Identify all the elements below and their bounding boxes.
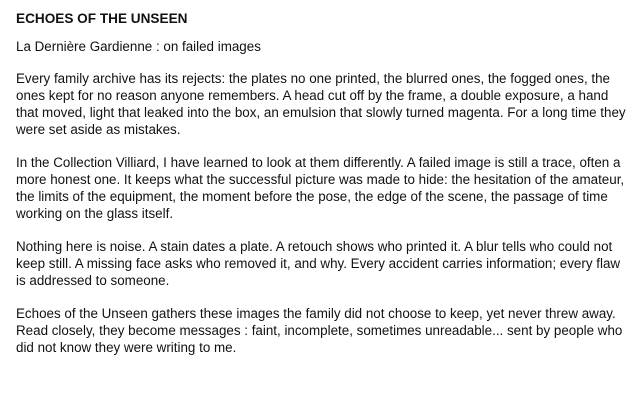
document-body <box>16 10 628 372</box>
paragraph-1: Every family archive has its rejects: the plates no one printed, the blurred ones, the fogged ones, the ones kept for no reason anyone remembers. A head cut off by the frame, a double exposure, a hand that moved, light that leaked into the box, an emulsion that slowly turned magenta. For a long time they were set aside as mistakes. <box>16 71 626 137</box>
document-subtitle: La Dernière Gardienne : on failed images <box>16 39 261 54</box>
document-title: ECHOES OF THE UNSEEN <box>16 11 188 26</box>
paragraph-4: Echoes of the Unseen gathers these images the family did not choose to keep, yet never threw away. Read closely, they become messages : faint, incomplete, sometimes unreadable... sent by people who did not know they were writing to me. <box>16 306 623 355</box>
paragraph-3: Nothing here is noise. A stain dates a plate. A retouch shows who printed it. A blur tells who could not keep still. A missing face asks who removed it, and why. Every accident carries information; every flaw is addressed to someone. <box>16 239 621 288</box>
paragraph-2: In the Collection Villiard, I have learned to look at them differently. A failed image is still a trace, often a more honest one. It keeps what the successful picture was made to hide: the hesitation of the amateur, the limits of the equipment, the moment before the pose, the edge of the scene, the passage of time working on the glass itself. <box>16 155 625 221</box>
